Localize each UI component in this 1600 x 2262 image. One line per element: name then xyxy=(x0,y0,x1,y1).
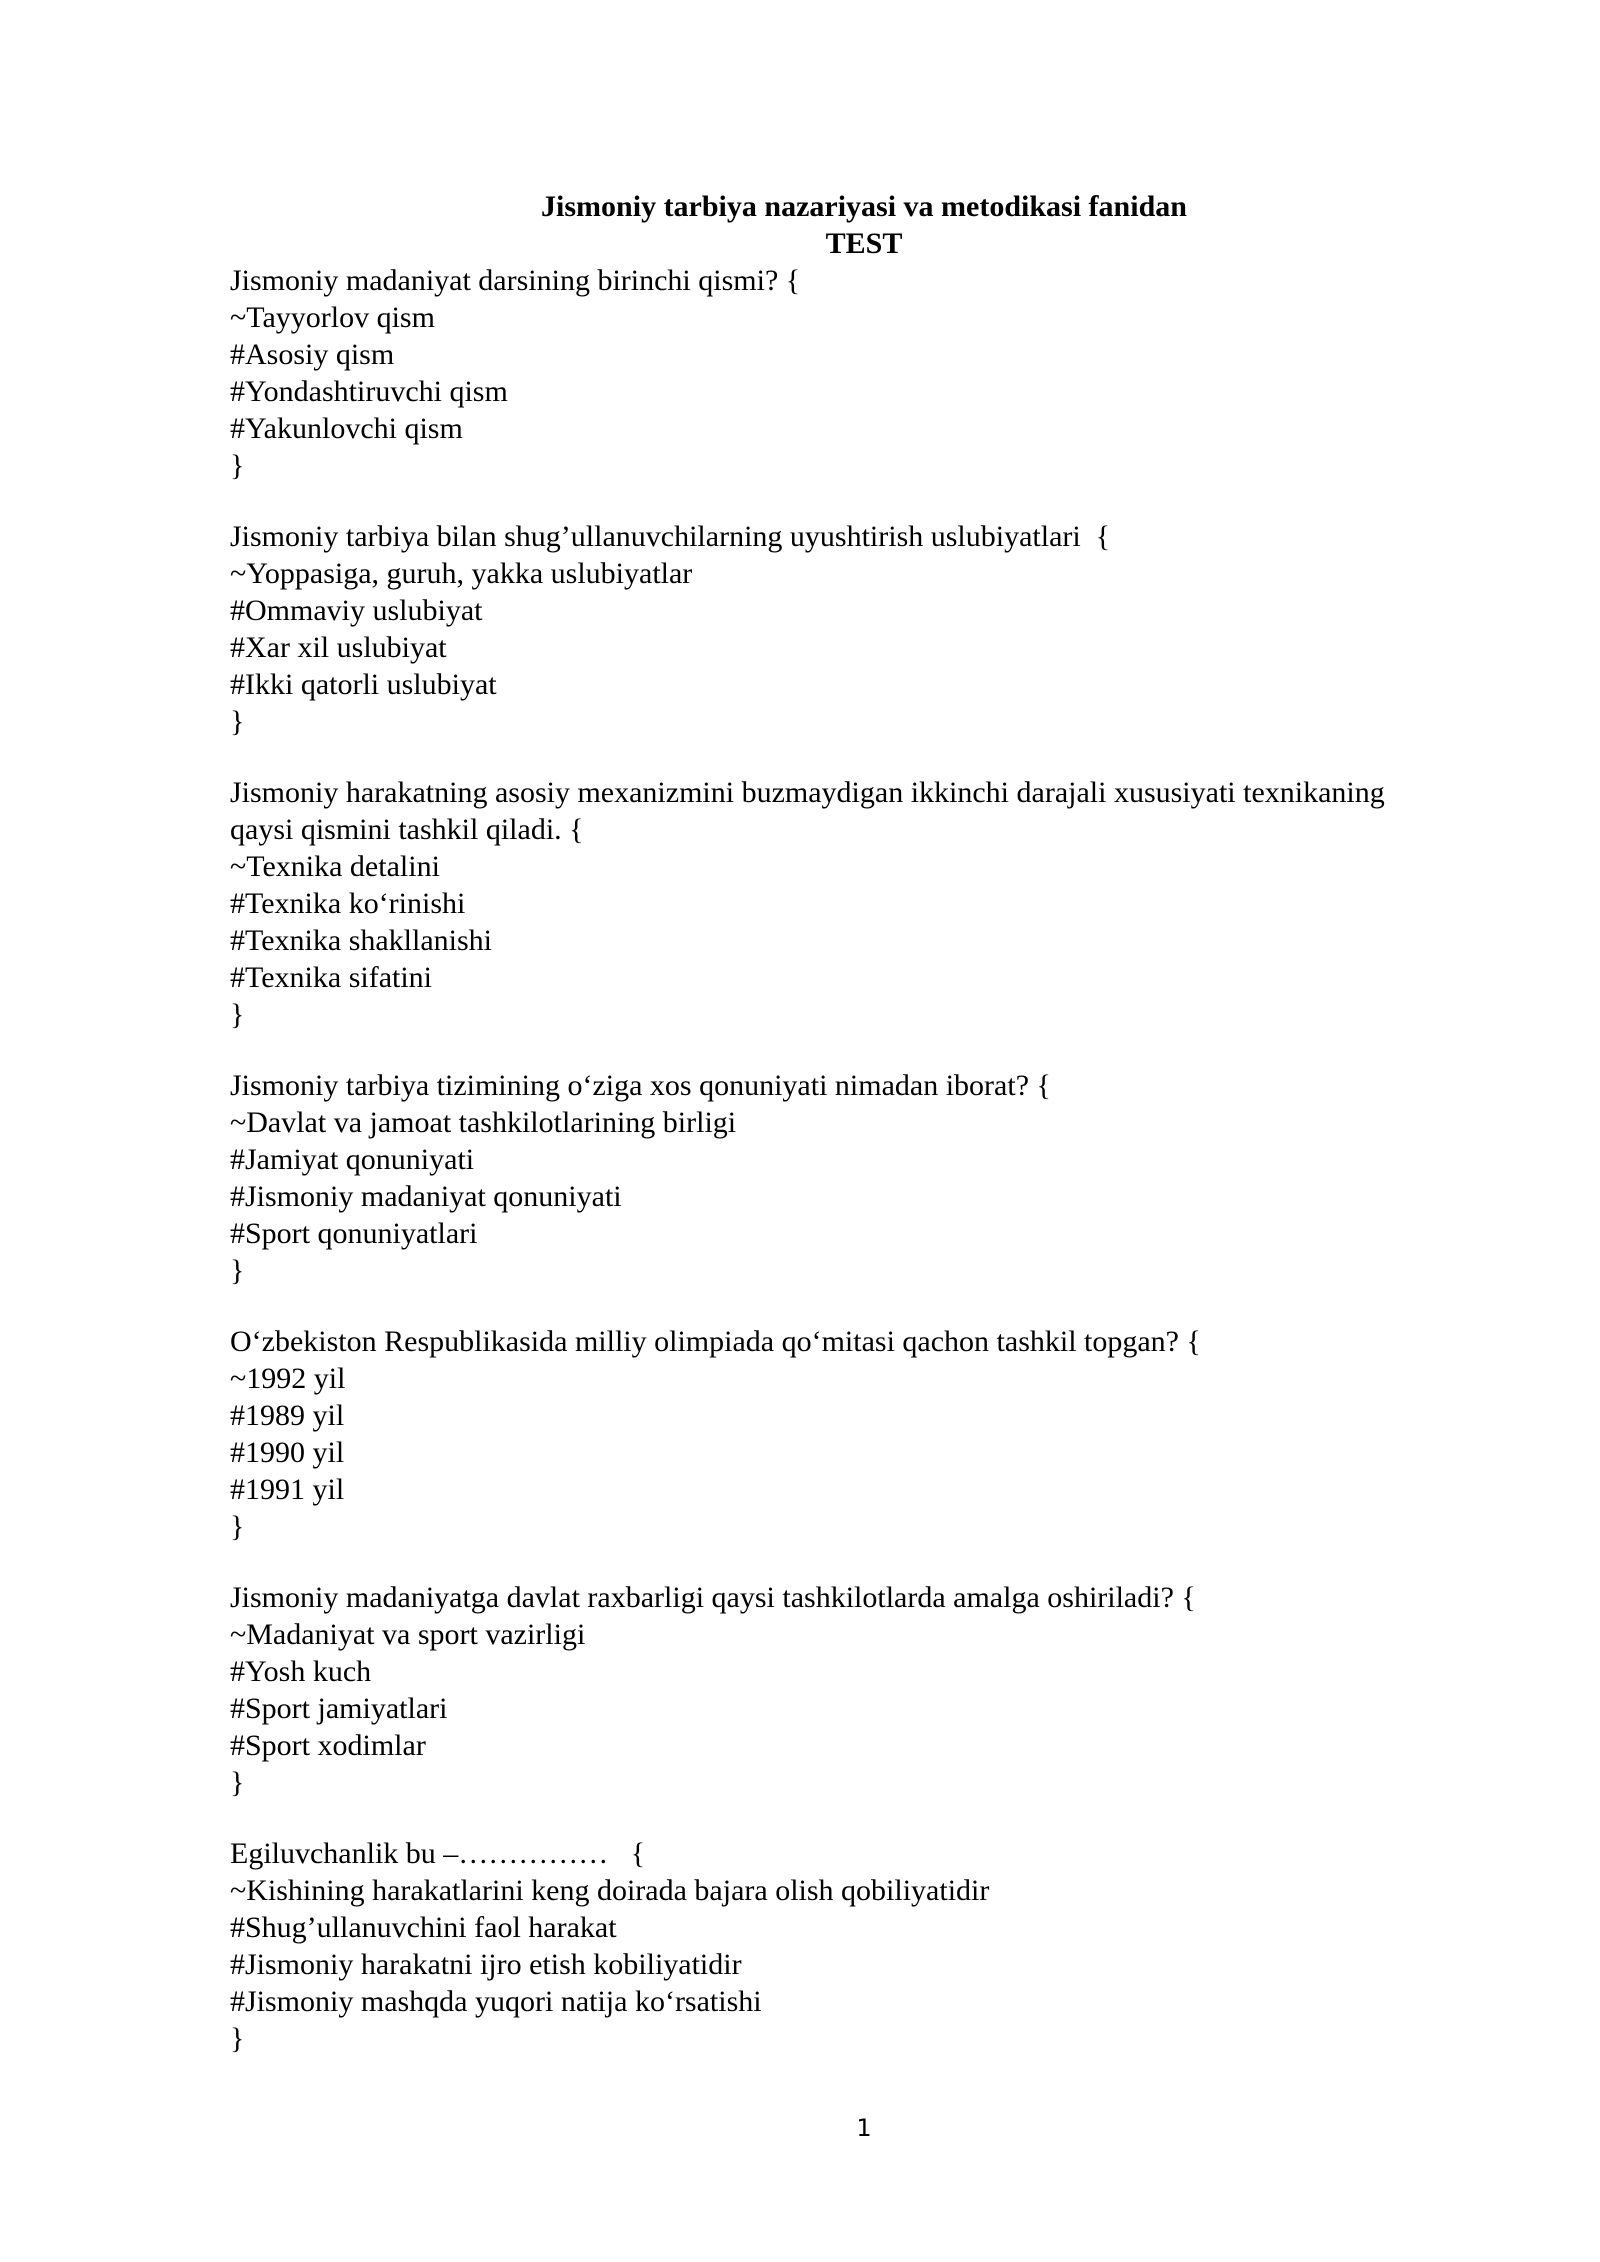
answer-option: #Jismoniy madaniyat qonuniyati xyxy=(230,1180,622,1213)
question-block xyxy=(230,1835,1520,2057)
answer-option: #Xar xil uslubiyat xyxy=(230,631,447,664)
question-text: Jismoniy tarbiya tizimining oʻziga xos qonuniyati nimadan iborat? { xyxy=(230,1069,1051,1102)
correct-answer: ~Kishining harakatlarini keng doirada bajara olish qobiliyatidir xyxy=(230,1874,990,1907)
closing-brace: } xyxy=(230,705,245,738)
answer-option: #Sport qonuniyatlari xyxy=(230,1217,478,1250)
question-block xyxy=(230,1067,1520,1289)
closing-brace: } xyxy=(230,449,245,482)
answer-option: #Texnika sifatini xyxy=(230,961,433,994)
question-block xyxy=(230,518,1520,740)
answer-option: #Texnika koʻrinishi xyxy=(230,887,466,920)
closing-brace: } xyxy=(230,1766,245,1799)
answer-option: #Yondashtiruvchi qism xyxy=(230,375,508,408)
page-number-text: 1 xyxy=(856,2114,872,2142)
question-text: Jismoniy harakatning asosiy mexanizmini buzmaydigan ikkinchi darajali xususiyati texnikaning xyxy=(230,776,1385,809)
correct-answer: ~1992 yil xyxy=(230,1362,346,1395)
answer-option: #Jismoniy mashqda yuqori natija koʻrsatishi xyxy=(230,1985,762,2018)
closing-brace: } xyxy=(230,1254,245,1287)
answer-option: #Ikki qatorli uslubiyat xyxy=(230,668,497,701)
answer-option: #Texnika shakllanishi xyxy=(230,924,493,957)
answer-option: #Yakunlovchi qism xyxy=(230,412,463,445)
closing-brace: } xyxy=(230,2022,245,2055)
question-text: Jismoniy tarbiya bilan shug’ullanuvchilarning uyushtirish uslubiyatlari { xyxy=(230,520,1111,553)
answer-option: #Sport xodimlar xyxy=(230,1729,426,1762)
correct-answer: ~Madaniyat va sport vazirligi xyxy=(230,1618,586,1651)
question-text: Oʻzbekiston Respublikasida milliy olimpiada qoʻmitasi qachon tashkil topgan? { xyxy=(230,1325,1201,1358)
title-block xyxy=(0,188,1600,262)
page-number xyxy=(0,2114,1600,2142)
question-block xyxy=(230,1579,1520,1801)
answer-option: #Shug’ullanuvchini faol harakat xyxy=(230,1911,617,1944)
answer-option: #Jismoniy harakatni ijro etish kobiliyatidir xyxy=(230,1948,742,1981)
question-block xyxy=(230,774,1520,1033)
answer-option: #1991 yil xyxy=(230,1473,345,1506)
answer-option: #Ommaviy uslubiyat xyxy=(230,594,483,627)
answer-option: #Asosiy qism xyxy=(230,338,395,371)
question-text: Jismoniy madaniyatga davlat raxbarligi qaysi tashkilotlarda amalga oshiriladi? { xyxy=(230,1581,1196,1614)
question-text: Jismoniy madaniyat darsining birinchi qismi? { xyxy=(230,264,801,297)
document-title: Jismoniy tarbiya nazariyasi va metodikasi fanidan xyxy=(541,190,1187,223)
question-block xyxy=(230,262,1520,484)
question-text: Egiluvchanlik bu –…………… { xyxy=(230,1837,646,1870)
correct-answer: ~Yoppasiga, guruh, yakka uslubiyatlar xyxy=(230,557,693,590)
correct-answer: ~Tayyorlov qism xyxy=(230,301,435,334)
answer-option: #1990 yil xyxy=(230,1436,345,1469)
correct-answer: ~Davlat va jamoat tashkilotlarining birligi xyxy=(230,1106,737,1139)
question-block xyxy=(230,1323,1520,1545)
question-text: qaysi qismini tashkil qiladi. { xyxy=(230,813,584,846)
document-subtitle: TEST xyxy=(825,227,903,260)
correct-answer: ~Texnika detalini xyxy=(230,850,440,883)
answer-option: #Jamiyat qonuniyati xyxy=(230,1143,475,1176)
answer-option: #Sport jamiyatlari xyxy=(230,1692,448,1725)
questions-list xyxy=(230,262,1520,2091)
closing-brace: } xyxy=(230,998,245,1031)
answer-option: #1989 yil xyxy=(230,1399,345,1432)
closing-brace: } xyxy=(230,1510,245,1543)
answer-option: #Yosh kuch xyxy=(230,1655,372,1688)
